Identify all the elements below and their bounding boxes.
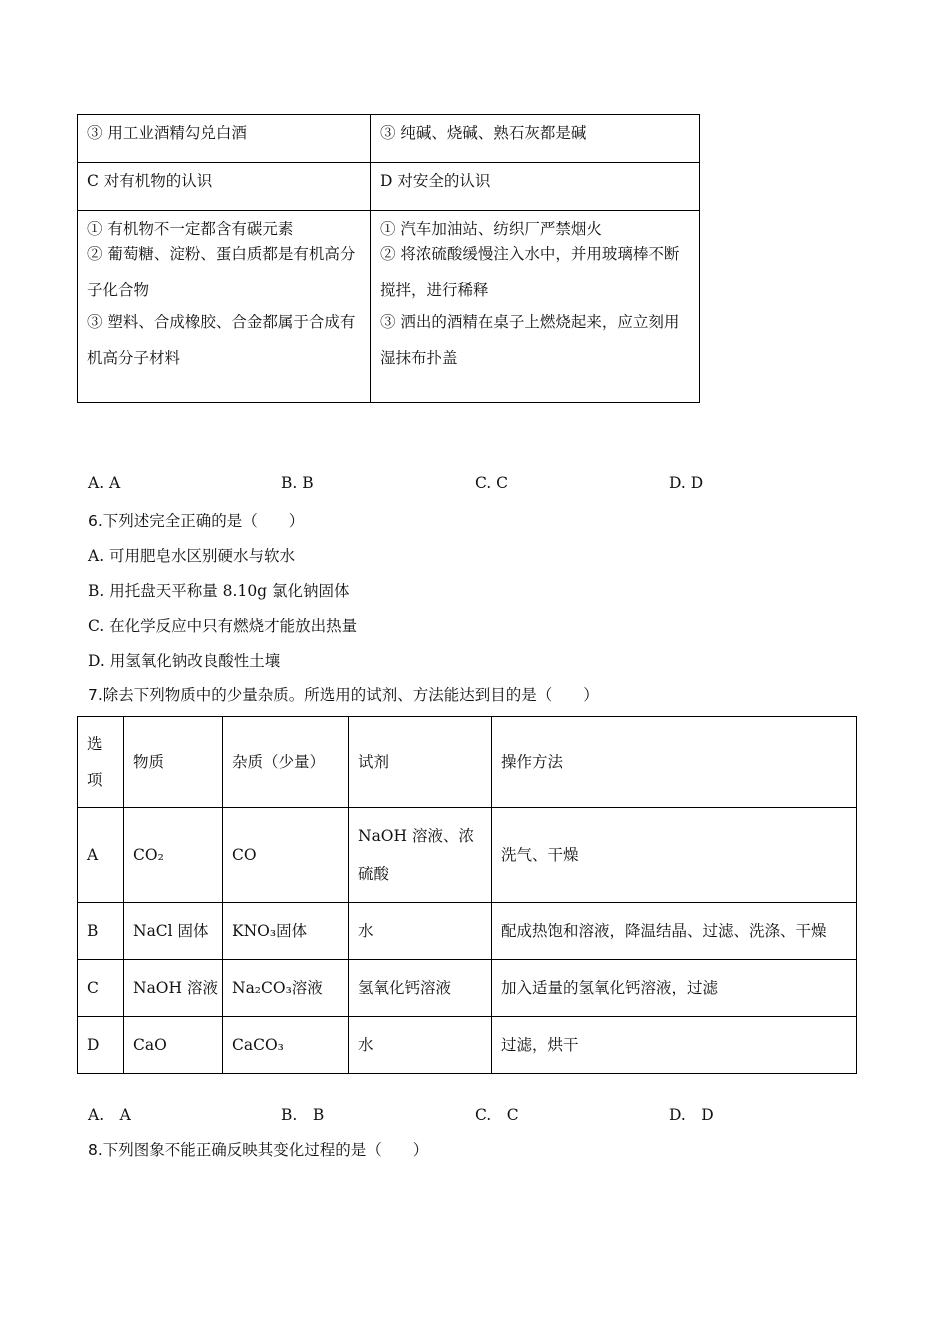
section-c-items [78, 211, 371, 403]
table-row [78, 163, 700, 211]
table-cell: 过滤，烘干 [492, 1017, 857, 1074]
table-cell: ③ 用工业酒精勾兑白酒 [78, 115, 371, 163]
question-text: 下列图象不能正确反映其变化过程的是（ ） [102, 1141, 429, 1159]
column-header [78, 717, 124, 808]
table-row [78, 903, 857, 960]
table-cell: KNO₃固体 [223, 903, 349, 960]
table-cell: CaCO₃ [223, 1017, 349, 1074]
table-cell: ③ 纯碱、烧碱、熟石灰都是碱 [371, 115, 700, 163]
table-row [78, 211, 700, 403]
option-c: C. C [475, 1106, 519, 1124]
table-cell: NaOH 溶液、浓硫酸 [349, 808, 492, 903]
option-d: D. D [669, 1106, 714, 1124]
header-text: 选项 [87, 735, 103, 789]
table-cell: 配成热饱和溶液，降温结晶、过滤、洗涤、干燥 [492, 903, 857, 960]
table-cell: C [78, 960, 124, 1017]
table-row [78, 1017, 857, 1074]
table-cell: NaOH 溶液 [124, 960, 223, 1017]
option-b: B. B [281, 474, 314, 492]
table-row [78, 115, 700, 163]
section-d-heading: D 对安全的认识 [371, 163, 700, 211]
table-cell: A [78, 808, 124, 903]
option-d: D. D [669, 474, 704, 492]
table-cell: CO₂ [124, 808, 223, 903]
table-cell: CO [223, 808, 349, 903]
table-header-row [78, 717, 857, 808]
table-row [78, 808, 857, 903]
question-8-stem [88, 1138, 428, 1160]
question-number: 8. [88, 1141, 103, 1159]
q5-options [0, 474, 950, 496]
table-cell: B [78, 903, 124, 960]
option-c: C. C [475, 474, 509, 492]
table-cell: 加入适量的氢氧化钙溶液，过滤 [492, 960, 857, 1017]
question-7-stem [88, 683, 599, 705]
list-item: ③ 洒出的酒精在桌子上燃烧起来，应立刻用湿抹布扑盖 [380, 313, 680, 367]
option-a: A. A [88, 474, 121, 492]
table-cell: NaCl 固体 [124, 903, 223, 960]
table-cell: D [78, 1017, 124, 1074]
question-6-stem [88, 509, 304, 531]
table-row [78, 960, 857, 1017]
list-item: ① 有机物不一定都含有碳元素 [87, 220, 294, 238]
impurity-table [77, 716, 857, 1074]
option-a: A. A [88, 1106, 131, 1124]
list-item: ③ 塑料、合成橡胶、合金都属于合成有机高分子材料 [87, 313, 356, 367]
q7-options [0, 1103, 950, 1125]
table-cell: 洗气、干燥 [492, 808, 857, 903]
section-d-items [371, 211, 700, 403]
column-header: 杂质（少量） [223, 717, 349, 808]
list-item: ② 葡萄糖、淀粉、蛋白质都是有机高分子化合物 [87, 245, 356, 299]
question-text: 除去下列物质中的少量杂质。所选用的试剂、方法能达到目的是（ ） [102, 686, 599, 704]
option-d: D. 用氢氧化钠改良酸性土壤 [88, 652, 281, 670]
option-b: B. 用托盘天平称量 8.10g 氯化钠固体 [88, 582, 350, 600]
list-item: ① 汽车加油站、纺织厂严禁烟火 [380, 220, 602, 238]
list-item: ② 将浓硫酸缓慢注入水中，并用玻璃棒不断搅拌，进行稀释 [380, 245, 680, 299]
table-cell: 氢氧化钙溶液 [349, 960, 492, 1017]
option-b: B. B [281, 1106, 325, 1124]
column-header: 试剂 [349, 717, 492, 808]
table-cell: CaO [124, 1017, 223, 1074]
option-c: C. 在化学反应中只有燃烧才能放出热量 [88, 617, 358, 635]
option-a: A. 可用肥皂水区别硬水与软水 [88, 547, 296, 565]
knowledge-table [77, 114, 700, 403]
section-c-heading: C 对有机物的认识 [78, 163, 371, 211]
table-cell: 水 [349, 1017, 492, 1074]
table-cell: 水 [349, 903, 492, 960]
question-text: 下列述完全正确的是（ ） [102, 512, 305, 530]
column-header: 物质 [124, 717, 223, 808]
column-header: 操作方法 [492, 717, 857, 808]
question-number: 7. [88, 686, 103, 704]
question-number: 6. [88, 512, 103, 530]
table-cell: Na₂CO₃溶液 [223, 960, 349, 1017]
